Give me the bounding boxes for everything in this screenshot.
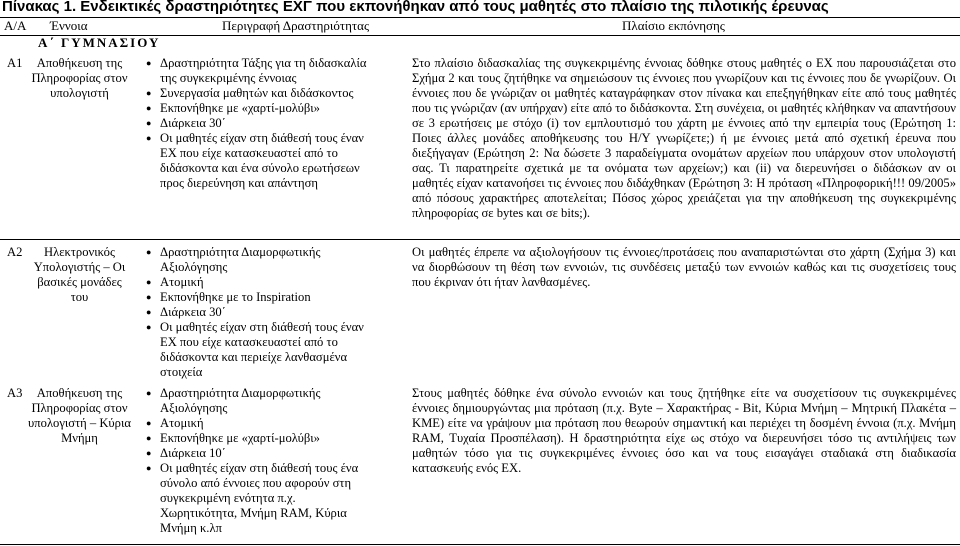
activity-item: ● Ατομική — [144, 275, 404, 290]
activity-item: ● Δραστηριότητα Διαμορφωτικής — [144, 245, 404, 260]
row-id: Α3 — [7, 386, 23, 400]
activity-list — [144, 386, 404, 536]
activity-item: ● Εκπονήθηκε με «χαρτί-μολύβι» — [144, 101, 404, 116]
activity-item: ● Δραστηριότητα Τάξης για τη διδασκαλία — [144, 56, 404, 71]
activity-item: ● Διάρκεια 30΄ — [144, 305, 404, 320]
row-concept: Αποθήκευση της Πληροφορίας στον υπολογιστή — [31, 56, 128, 100]
activity-item: Αξιολόγησης — [160, 260, 228, 274]
activity-item: ● Συνεργασία μαθητών και διδάσκοντος — [144, 86, 404, 101]
activity-item: της συγκεκριμένης έννοιας — [160, 71, 297, 85]
activity-item: ● Εκπονήθηκε με «χαρτί-μολύβι» — [144, 431, 404, 446]
row-context — [412, 56, 956, 221]
header-context: Πλαίσιο εκπόνησης — [622, 18, 725, 33]
row-concept: Ηλεκτρονικός Υπολογιστής – Οι βασικές μονάδες του — [33, 245, 126, 304]
activity-item: συγκεκριμένη ενότητα π.χ. — [160, 491, 296, 505]
row-context — [412, 386, 956, 476]
table-header — [0, 17, 960, 36]
activity-item: ● Διάρκεια 30΄ — [144, 116, 404, 131]
activity-item: στοιχεία — [160, 365, 203, 379]
activity-item: προς διερεύνηση και απάντηση — [160, 176, 318, 190]
row-context — [412, 245, 956, 290]
activity-item: ΕΧ που είχε κατασκευαστεί από το — [160, 335, 338, 349]
activity-list — [144, 245, 404, 380]
activity-item: Χωρητικότητα, Μνήμη RAM, Κύρια — [160, 506, 347, 520]
header-concept: Έννοια — [50, 18, 88, 33]
header-description: Περιγραφή Δραστηριότητας — [222, 18, 370, 33]
activity-item: ● Διάρκεια 10΄ — [144, 446, 404, 461]
row-id: Α2 — [7, 245, 23, 259]
row-concept: Αποθήκευση της Πληροφορίας στον υπολογιστή – Κύρια Μνήμη — [28, 386, 131, 445]
context-paragraph: Οι μαθητές έπρεπε να αξιολογήσουν τις έννοιες/προτάσεις που αναπαριστώνται στο χάρτη (Σχήμα 3) και να διορθώσουν τη θέση των εννοιών, τις συνδέσεις μεταξύ των εννοιών καθώς και τις συσχετίσεις τους που έκριναν ότι ήταν λανθασμένες. — [412, 245, 956, 289]
activity-item: ● Οι μαθητές είχαν στη διάθεσή τους έναν — [144, 131, 404, 146]
activity-item: ΕΧ που είχε κατασκευαστεί από το — [160, 146, 338, 160]
table-caption: Πίνακας 1. Ενδεικτικές δραστηριότητες ΕΧΓ που εκπονήθηκαν από τους μαθητές στο πλαίσιο της πιλοτικής έρευνας — [2, 0, 829, 15]
activity-item: ● Οι μαθητές είχαν στη διάθεσή τους έναν — [144, 320, 404, 335]
activity-list — [144, 56, 404, 191]
activity-item: ● Οι μαθητές είχαν στη διάθεσή τους ένα — [144, 461, 404, 476]
row-divider — [0, 239, 960, 240]
table-bottom-rule — [0, 544, 960, 545]
header-id: Α/Α — [4, 18, 27, 33]
section-title: Α΄ ΓΥΜΝΑΣΙΟΥ — [38, 35, 161, 50]
context-paragraph: Στο πλαίσιο διδασκαλίας της συγκεκριμένης έννοιας δόθηκε στους μαθητές ο ΕΧ που παρουσιάζεται στο Σχήμα 2 και τους ζητήθηκε να σημειώσουν τις έννοιες που γνωρίζουν και τις έννοιες που δε γνωρίζουν. Οι έννοιες που δε γνώριζαν οι μαθητές καταγράφηκαν στον πίνακα και επεξηγήθηκαν είτε από τους μαθητές που τις γνώριζαν (αν υπήρχαν) είτε από το διδάσκοντα. Στη συνέχεια, οι μαθητές κλήθηκαν να απαντήσουν σε 3 ερωτήσεις με στόχο (i) τον εμπλουτισμό του χάρτη με έννοιες από την εμπειρία τους (Ερώτηση 1: Ποιες άλλες μονάδες αποθήκευσης του Η/Υ γνωρίζετε;) ή με έννοιες μετά από σχετική έρευνα που διεξήγαγαν (Ερώτηση 2: Να δώσετε 3 παραδείγματα ονομάτων αρχείων που υπάρχουν στον υπολογιστή σας. Τι παρατηρείτε σχετικά με τα ονόματα των αρχείων;) και (ii) να διερευνήσει ο διδάσκων αν οι μαθητές είχαν κατανοήσει τις έννοιες που διδάχθηκαν (Ερώτηση 3: Η πρόταση «Πληροφορική!!! 09/2005» από πόσους χαρακτήρες αποτελείται; Πόσος χώρος χρειάζεται για την αποθήκευση της συγκεκριμένης πληροφορίας σε bytes και σε bits;). — [412, 56, 956, 220]
activity-item: ● Δραστηριότητα Διαμορφωτικής — [144, 386, 404, 401]
row-id: Α1 — [7, 56, 23, 70]
activity-item: ● Εκπονήθηκε με το Inspiration — [144, 290, 404, 305]
activity-item: σύνολο από έννοιες που αφορούν στη — [160, 476, 352, 490]
activity-item: διδάσκοντα και ένα σύνολο ερωτήσεων — [160, 161, 360, 175]
activity-item: Αξιολόγησης — [160, 401, 228, 415]
context-paragraph: Στους μαθητές δόθηκε ένα σύνολο εννοιών και τους ζητήθηκε είτε να συσχετίσουν τις συγκεκριμένες έννοιες δημιουργώντας μια πρόταση (π.χ. Byte – Χαρακτήρας - Bit, Κύρια Μνήμη – Μητρική Πλακέτα – ΚΜΕ) είτε να γράψουν μια πρόταση που θεωρούν σημαντική και περιέχει τη δοσμένη έννοια (π.χ. Μνήμη RAM, Τυχαία Προσπέλαση). Η δραστηριότητα είχε ως στόχο να διερευνήσει τόσο τις αντιλήψεις των μαθητών τόσο για τις συγκεκριμένες έννοιες όσο και να τους εισαγάγει σταδιακά στη διαδικασία κατασκευής ενός ΕΧ. — [412, 386, 956, 475]
activity-item: ● Ατομική — [144, 416, 404, 431]
activity-item: διδάσκοντα και περιείχε λανθασμένα — [160, 350, 348, 364]
activity-item: Μνήμη κ.λπ — [160, 521, 222, 535]
